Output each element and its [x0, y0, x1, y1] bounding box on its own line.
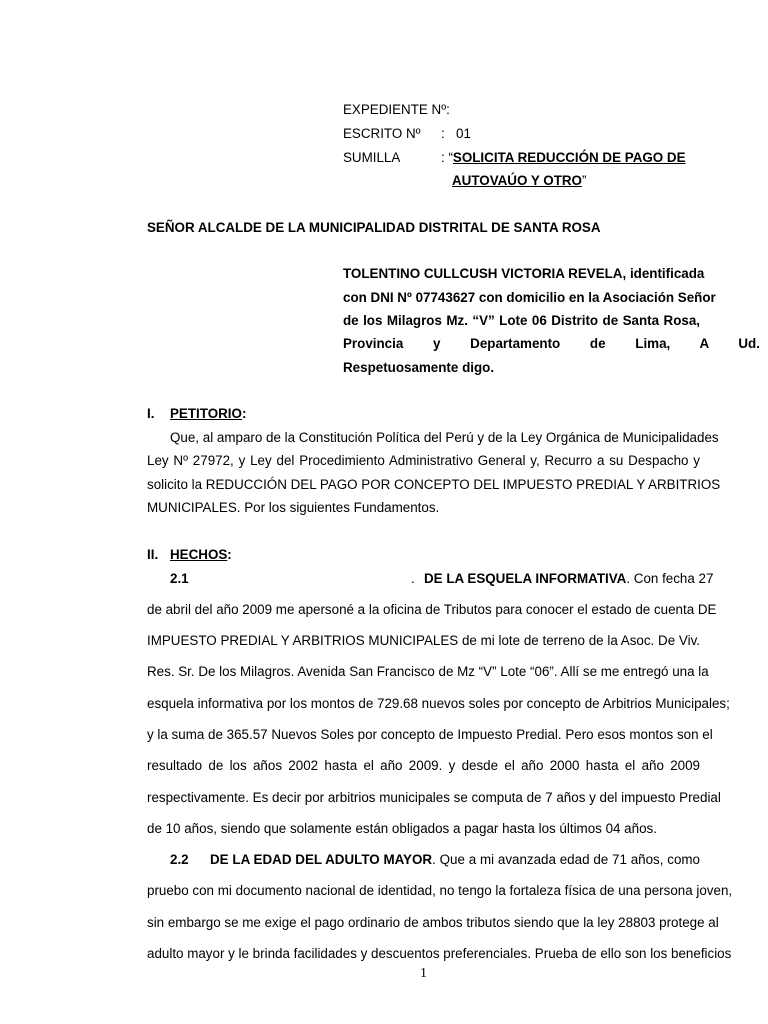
- sumilla-value-line2: [452, 173, 586, 188]
- escrito-value: 01: [456, 126, 471, 141]
- item-2-1-line-2: IMPUESTO PREDIAL Y ARBITRIOS MUNICIPALES de mi lote de terreno de la Asoc. De Viv.: [147, 633, 700, 648]
- item-2-2-line-1: pruebo con mi documento nacional de identidad, no tengo la fortaleza física de una persona joven,: [147, 883, 733, 898]
- section-1-number: I.: [147, 406, 155, 421]
- item-2-1-heading-line: [424, 571, 713, 586]
- sumilla-title-line1: SOLICITA REDUCCIÓN DE PAGO DE: [452, 150, 686, 165]
- item-2-2-heading-line: [210, 852, 700, 867]
- expediente-label: EXPEDIENTE Nº:: [343, 102, 450, 117]
- intro-line-4: Provincia y Departamento de Lima, A Ud.: [343, 336, 760, 351]
- petitorio-line-2: Ley Nº 27972, y Ley del Procedimiento Administrativo General y, Recurro a su Despacho y: [147, 453, 700, 468]
- petitorio-line-1: Que, al amparo de la Constitución Política del Perú y de la Ley Orgánica de Municipalidades: [170, 430, 719, 445]
- item-2-1-heading: DE LA ESQUELA INFORMATIVA: [424, 571, 627, 586]
- section-1-title: PETITORIO: [170, 406, 242, 421]
- addressee: SEÑOR ALCALDE DE LA MUNICIPALIDAD DISTRITAL DE SANTA ROSA: [147, 220, 601, 235]
- item-2-2-line-3: adulto mayor y le brinda facilidades y descuentos preferenciales. Prueba de ello son los beneficios: [147, 946, 732, 961]
- page-number: 1: [420, 966, 427, 981]
- section-2-heading: [170, 547, 232, 562]
- petitorio-line-4: MUNICIPALES. Por los siguientes Fundamentos.: [147, 500, 440, 515]
- section-2-number: II.: [147, 547, 159, 562]
- item-2-1-line-3: Res. Sr. De los Milagros. Avenida San Francisco de Mz “V” Lote “06”. Allí se me entregó una la: [147, 664, 709, 679]
- sumilla-suffix: ”: [581, 173, 587, 188]
- sumilla-prefix: : “: [441, 150, 453, 165]
- applicant-name: TOLENTINO CULLCUSH VICTORIA REVELA,: [343, 266, 627, 281]
- intro-line-5: Respetuosamente digo.: [343, 360, 495, 375]
- intro-line-1: [343, 266, 705, 281]
- item-2-1-heading-rest: . Con fecha 27: [626, 571, 714, 586]
- item-2-1-line-5: y la suma de 365.57 Nuevos Soles por concepto de Impuesto Predial. Pero esos montos son el: [147, 727, 713, 742]
- section-2-colon: :: [227, 547, 232, 562]
- sumilla-value-line1: [441, 150, 686, 165]
- sumilla-label: SUMILLA: [343, 150, 401, 165]
- section-2-title: HECHOS: [170, 547, 228, 562]
- escrito-label: ESCRITO Nº: [343, 126, 421, 141]
- item-2-2-heading-rest: . Que a mi avanzada edad de 71 años, como: [432, 852, 700, 867]
- item-2-1-line-6: resultado de los años 2002 hasta el año 2009. y desde el año 2000 hasta el año 2009: [147, 758, 700, 773]
- item-2-1-line-1: de abril del año 2009 me apersoné a la oficina de Tributos para conocer el estado de cuenta DE: [147, 602, 717, 617]
- item-2-1-line-8: de 10 años, siendo que solamente están obligados a pagar hasta los últimos 04 años.: [147, 821, 657, 836]
- petitorio-line-3: solicito la REDUCCIÓN DEL PAGO POR CONCEPTO DEL IMPUESTO PREDIAL Y ARBITRIOS: [147, 477, 721, 492]
- item-2-2-number: 2.2: [170, 852, 189, 867]
- intro-line-1-rest: identificada: [629, 266, 705, 281]
- escrito-colon: :: [441, 126, 445, 141]
- item-2-1-line-4: esquela informativa por los montos de 729.68 nuevos soles por concepto de Arbitrios Municipales;: [147, 696, 730, 711]
- section-1-colon: :: [241, 406, 247, 421]
- intro-line-3: de los Milagros Mz. “V” Lote 06 Distrito de Santa Rosa,: [343, 313, 700, 328]
- item-2-1-number: 2.1: [170, 571, 189, 586]
- item-2-1-line-7: respectivamente. Es decir por arbitrios municipales se computa de 7 años y del impuesto Predial: [147, 790, 721, 805]
- item-2-2-line-2: sin embargo se me exige el pago ordinario de ambos tributos siendo que la ley 28803 protege al: [147, 915, 719, 930]
- intro-line-2: con DNI Nº 07743627 con domicilio en la Asociación Señor: [343, 290, 716, 305]
- sumilla-title-line2: AUTOVAÚO Y OTRO: [452, 173, 582, 188]
- item-2-1-dot: .: [411, 571, 415, 586]
- section-1-heading: [170, 406, 246, 421]
- item-2-2-heading: DE LA EDAD DEL ADULTO MAYOR: [210, 852, 433, 867]
